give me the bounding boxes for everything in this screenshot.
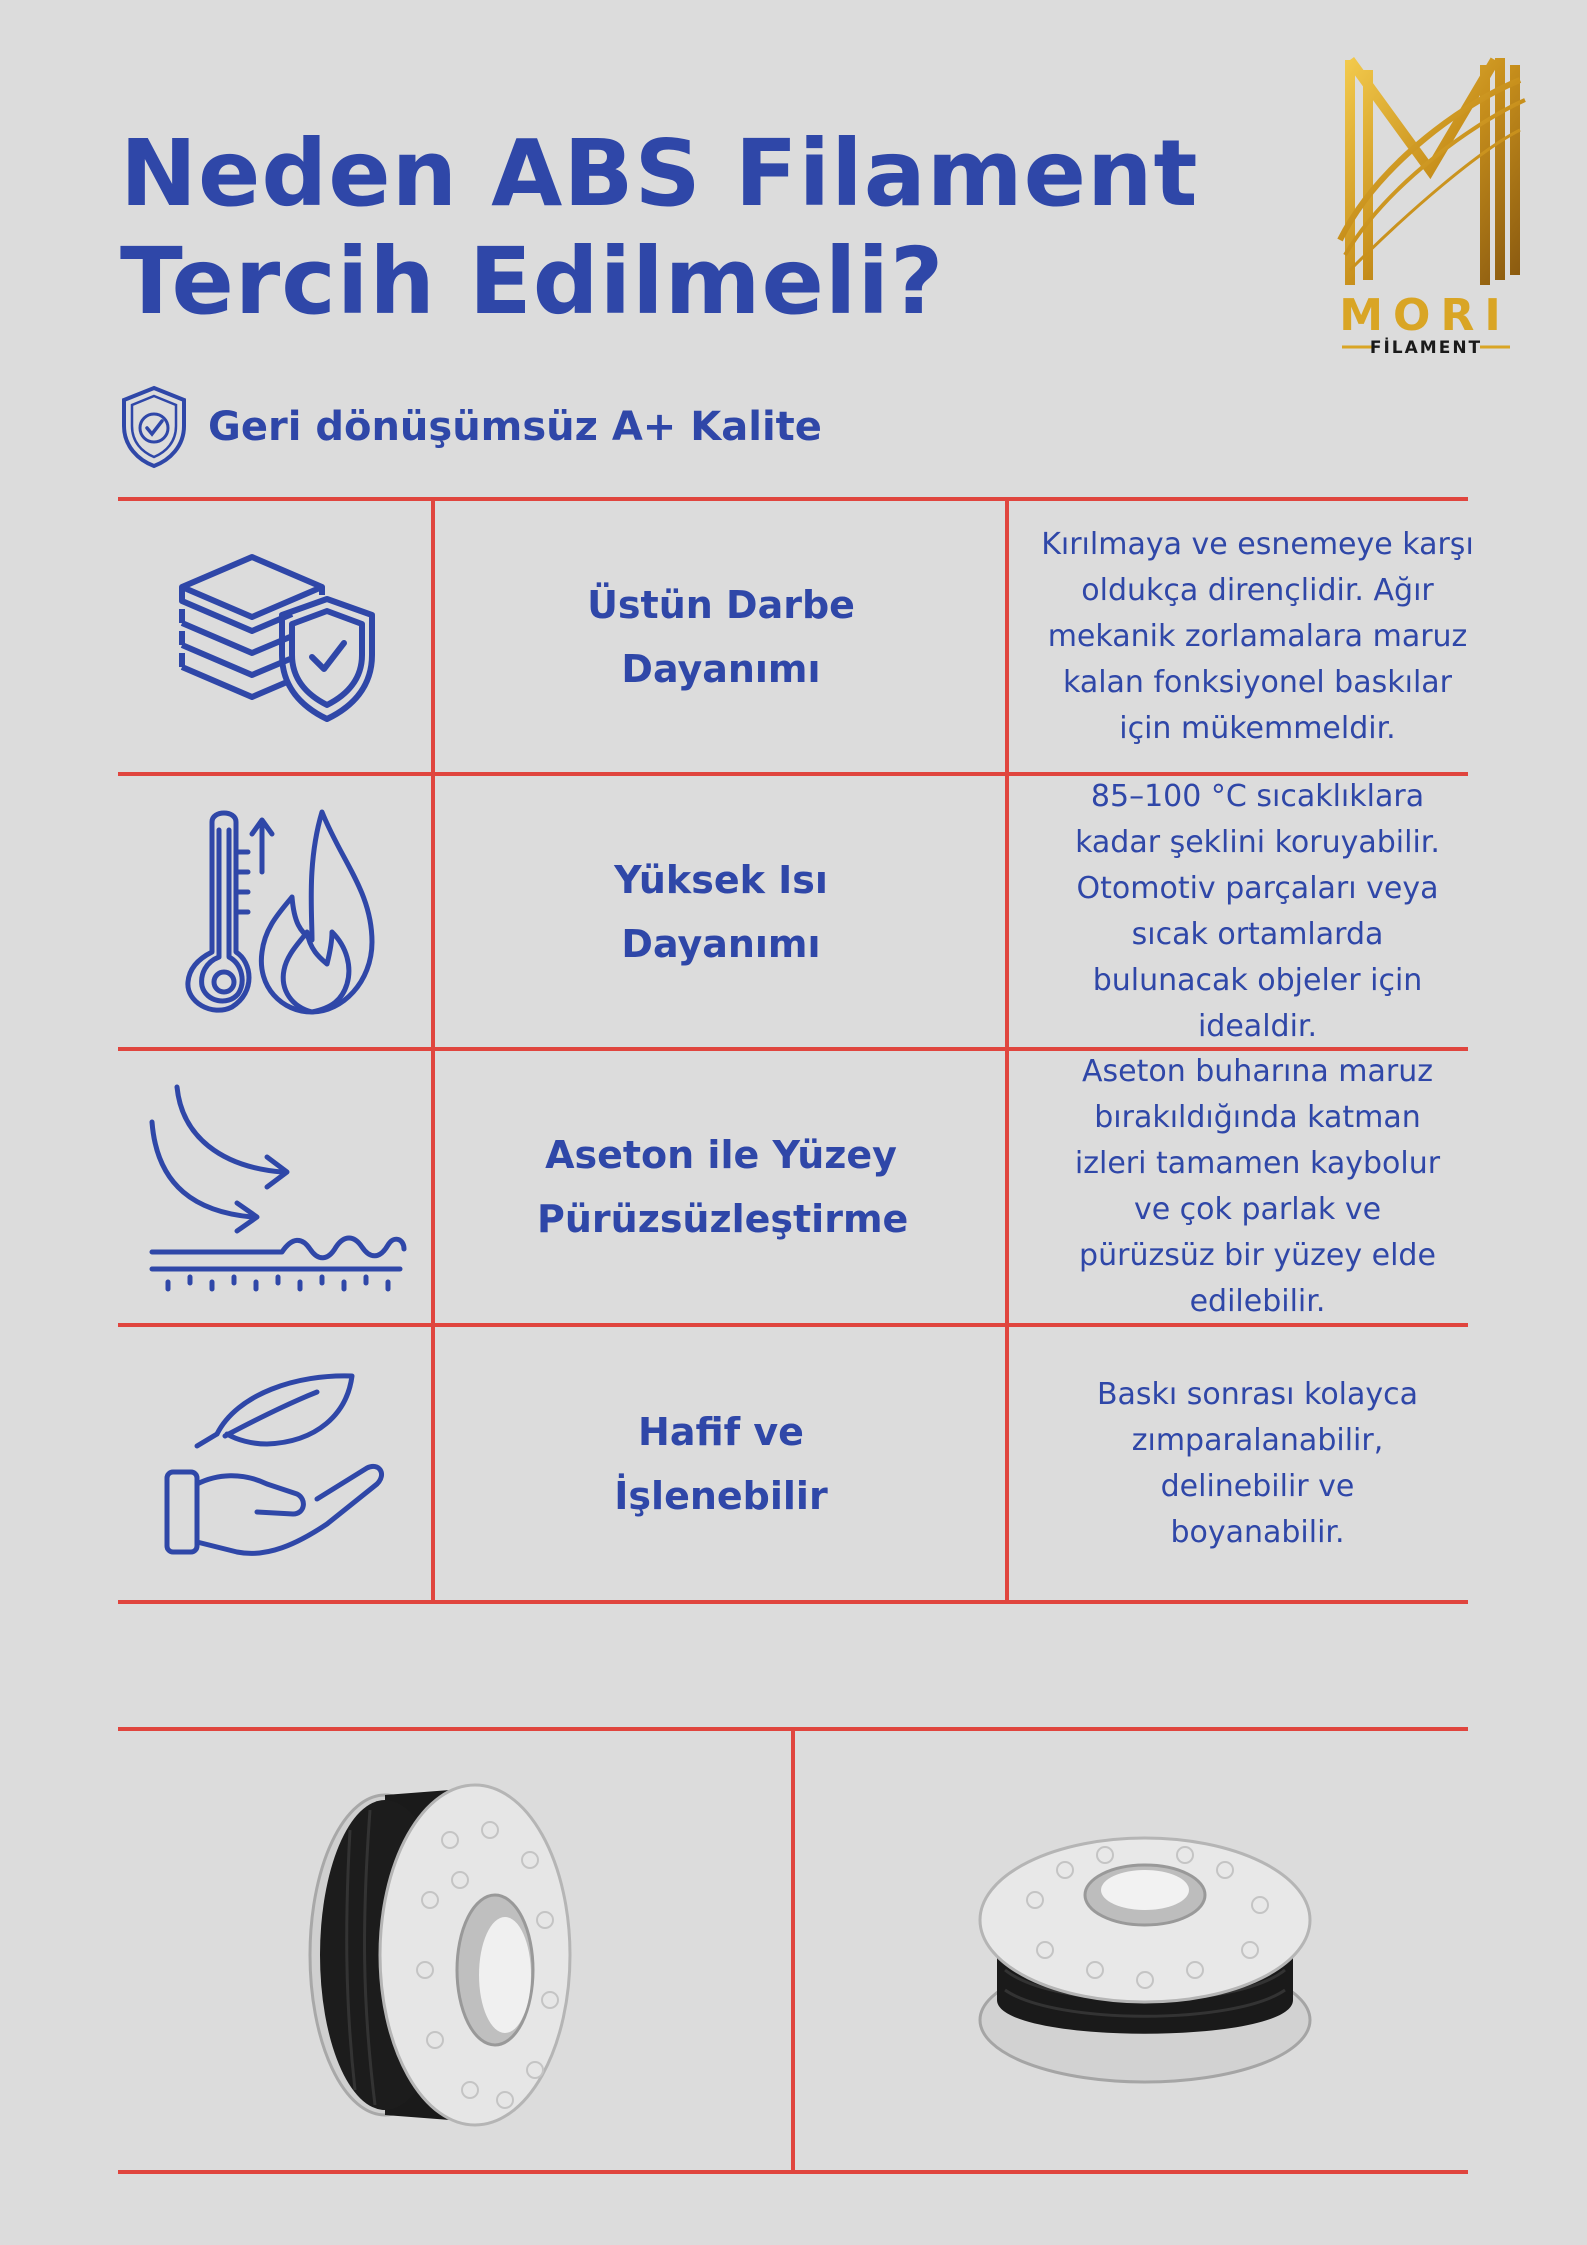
product-image-spool-flat: [975, 1820, 1315, 2090]
logo-wordmark: MORI: [1339, 290, 1511, 341]
table-rule-bottom: [118, 1600, 1468, 1604]
feature-title: Aseton ile Yüzey Pürüzsüzleştirme: [537, 1133, 909, 1241]
page-title: [120, 120, 1199, 336]
table-column-divider: [1005, 497, 1009, 1604]
feature-title: Yüksek Isı Dayanımı: [614, 857, 828, 966]
feature-row-1-title-cell: [437, 501, 1005, 772]
feature-row-4-description-cell: [1010, 1327, 1505, 1600]
feature-row-3-description-cell: [1010, 1051, 1505, 1323]
page-title-line-1: Neden ABS Filament: [120, 120, 1199, 227]
hand-feather-icon: [157, 1364, 397, 1564]
feature-row-2-title-cell: [437, 776, 1005, 1047]
product-image-spool-side: [290, 1770, 590, 2140]
feature-row-3-title-cell: [437, 1051, 1005, 1323]
feature-row-2-description-cell: [1010, 776, 1505, 1047]
product-panel-divider: [791, 1727, 795, 2174]
feature-description: Baskı sonrası kolayca zımparalanabilir, delinebilir ve boyanabilir.: [1096, 1376, 1419, 1550]
filament-spool-side-icon: [290, 1770, 590, 2140]
feature-title: Hafif ve İşlenebilir: [614, 1409, 828, 1518]
shield-check-icon: [118, 384, 190, 470]
logo-subtitle: FİLAMENT: [1369, 338, 1483, 358]
feature-row-1-icon-cell: [122, 501, 432, 772]
filament-spool-flat-icon: [975, 1820, 1315, 2090]
page-title-line-2: Tercih Edilmeli?: [120, 228, 945, 335]
brand-logo: [1320, 40, 1530, 370]
quality-badge: [118, 385, 822, 469]
feature-row-3-icon-cell: [122, 1051, 432, 1323]
surface-smoothing-icon: [142, 1077, 412, 1297]
quality-badge-label: Geri dönüşümsüz A+ Kalite: [208, 404, 822, 450]
feature-description: 85–100 °C sıcaklıklara kadar şeklini koruyabilir. Otomotiv parçaları veya sıcak ortamlarda bulunacak objeler için idealdir.: [1075, 778, 1440, 1044]
feature-title: Üstün Darbe Dayanımı: [587, 582, 855, 691]
mori-monogram-icon: [1320, 40, 1530, 370]
feature-description: Aseton buharına maruz bırakıldığında katman izleri tamamen kaybolur ve çok parlak ve pürüzsüz bir yüzey elde edilebilir.: [1074, 1054, 1441, 1319]
thermometer-flame-icon: [172, 802, 382, 1022]
feature-description: Kırılmaya ve esnemeye karşı oldukça dirençlidir. Ağır mekanik zorlamalara maruz kalan fonksiyonel baskılar için mükemmeldir.: [1041, 526, 1474, 746]
feature-row-1-description-cell: [1010, 501, 1505, 772]
feature-row-4-title-cell: [437, 1327, 1005, 1600]
feature-row-4-icon-cell: [122, 1327, 432, 1600]
layers-shield-icon: [172, 547, 382, 727]
feature-row-2-icon-cell: [122, 776, 432, 1047]
